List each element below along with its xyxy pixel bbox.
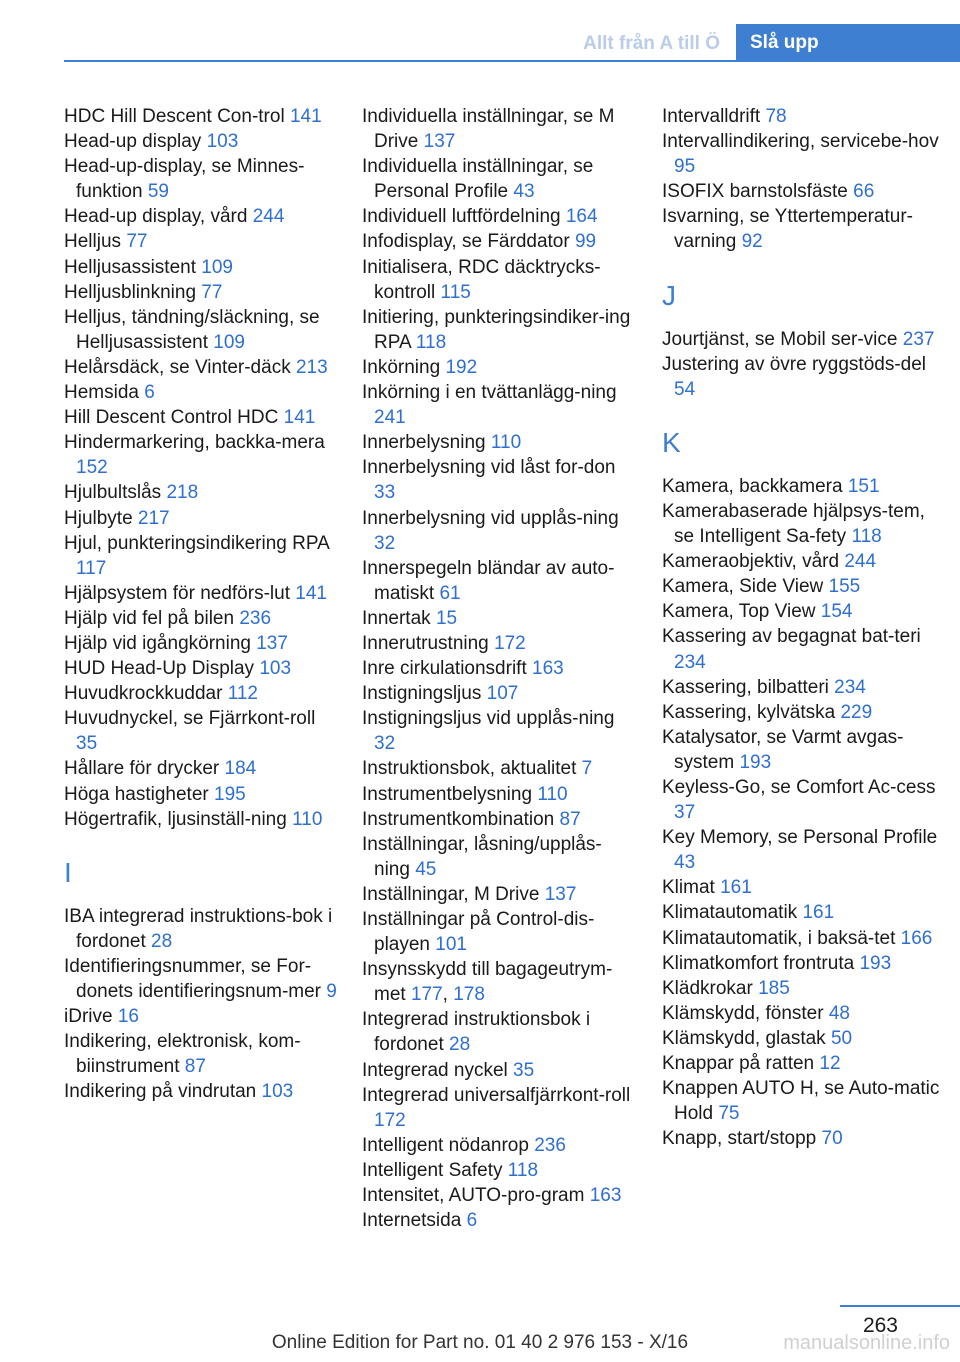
- index-entry: [64, 531, 339, 581]
- index-entry-term: Innerbelysning vid upplås‐ning: [362, 507, 619, 529]
- index-entry-term: HDC Hill Descent Con‐trol: [64, 106, 290, 127]
- index-entry: [362, 355, 637, 380]
- index-entry: [64, 756, 339, 781]
- page-reference-link[interactable]: 87: [184, 1056, 206, 1078]
- index-entry-term: Huvudnyckel, se Fjärrkont‐roll: [64, 708, 316, 730]
- index-entry-term: Intelligent nödanrop: [362, 1134, 535, 1156]
- index-entry: [64, 280, 339, 305]
- index-entry-term: Högertrafik, ljusinställ‐ning: [64, 808, 293, 830]
- index-entry: [64, 807, 339, 832]
- index-entry: [362, 631, 637, 656]
- index-entry-term: Kamera, Side View: [662, 576, 829, 598]
- page-reference-link[interactable]: 35: [76, 733, 98, 755]
- index-entry: [662, 1126, 942, 1151]
- page-reference-link[interactable]: 229: [840, 701, 873, 723]
- index-entry-term: Hjälp vid igångkörning: [64, 632, 257, 654]
- page-reference-link[interactable]: 45: [415, 858, 437, 880]
- page-reference-link[interactable]: 92: [741, 231, 763, 253]
- page-reference-link[interactable]: 77: [126, 231, 148, 253]
- page-reference-link[interactable]: 141: [289, 106, 322, 127]
- index-entry: [362, 882, 637, 907]
- index-entry-term: Hjälpsystem för nedförs‐lut: [64, 582, 296, 604]
- index-entry-term: Intensitet, AUTO-pro‐gram: [362, 1185, 590, 1207]
- index-entry-term: Instruktionsbok, aktualitet: [362, 758, 582, 780]
- index-entry: [362, 104, 637, 154]
- index-entry-term: Insynsskydd till bagageutrym‐met: [362, 959, 613, 1006]
- page-reference-link[interactable]: 12: [819, 1053, 841, 1074]
- index-column-3: [662, 104, 942, 1151]
- page-reference-link[interactable]: 77: [201, 281, 223, 303]
- index-entry: [662, 725, 942, 775]
- index-entry: [362, 506, 637, 556]
- index-entry-term: Individuell luftfördelning: [362, 206, 566, 228]
- page-reference-link[interactable]: 117: [76, 557, 107, 579]
- page-reference-link[interactable]: 236: [239, 607, 272, 629]
- index-entry: [64, 706, 339, 756]
- page-reference-link[interactable]: 75: [718, 1103, 740, 1125]
- page-reference-link[interactable]: 192: [445, 356, 478, 378]
- index-entry-term: Katalysator, se Varmt avgas‐system: [662, 726, 904, 773]
- index-entry: [662, 976, 942, 1001]
- index-entry-term: Klimat: [662, 877, 721, 899]
- index-entry: [662, 1026, 942, 1051]
- page-reference-link[interactable]: 54: [674, 378, 696, 400]
- index-entry: [662, 204, 942, 254]
- index-entry-term: Hjulbyte: [64, 507, 138, 529]
- page-reference-link[interactable]: 28: [151, 930, 173, 952]
- index-entry: [64, 506, 339, 531]
- index-entry: [64, 606, 339, 631]
- page-reference-link[interactable]: 110: [537, 783, 568, 805]
- page-reference-link[interactable]: 163: [532, 658, 564, 680]
- index-entry-term: Intervalldrift: [662, 106, 766, 127]
- page-reference-link[interactable]: 137: [423, 131, 456, 153]
- page-reference-link[interactable]: 33: [374, 482, 396, 504]
- index-entry: [64, 104, 339, 129]
- index-entry: [662, 599, 942, 624]
- index-entry: [362, 255, 637, 305]
- index-entry: [362, 1058, 637, 1083]
- index-entry: [362, 305, 637, 355]
- index-entry-term: Indikering, elektronisk, kom‐biinstrument: [64, 1031, 301, 1078]
- index-entry-term: Internetsida: [362, 1210, 467, 1232]
- index-entry: [662, 1051, 942, 1076]
- index-entry-term: Inställningar, M Drive: [362, 883, 545, 905]
- index-entry: [64, 255, 339, 280]
- page-reference-link[interactable]: 99: [574, 231, 597, 253]
- index-entry: [64, 204, 339, 229]
- index-letter-heading: J: [662, 279, 676, 311]
- page-reference-link[interactable]: 9: [326, 981, 337, 1002]
- index-entry: [64, 631, 339, 656]
- page-reference-link[interactable]: 172: [494, 632, 526, 654]
- index-entry-term: Head-up display, vård: [64, 206, 253, 228]
- page-reference-link[interactable]: 109: [213, 331, 245, 353]
- index-entry-term: Isvarning, se Yttertemperatur‐varning: [662, 206, 913, 253]
- index-entry-term: Klädkrokar: [662, 977, 759, 999]
- index-entry: [662, 775, 942, 825]
- index-entry-term: Integrerad universalfjärrkont‐roll: [362, 1084, 631, 1106]
- index-entry-term: Integrerad nyckel: [362, 1059, 514, 1081]
- index-entry-term: Kamera, Top View: [662, 601, 821, 623]
- index-entry-term: Innerspegeln bländar av auto‐matiskt: [362, 557, 615, 604]
- index-entry: [662, 951, 942, 976]
- page-reference-link[interactable]: 16: [117, 1006, 139, 1028]
- index-entry: [64, 1004, 339, 1029]
- index-entry: Insynsskydd till bagageutrym‐met 177, 178: [362, 959, 613, 1006]
- index-entry: [362, 681, 637, 706]
- index-entry-term: ISOFIX barnstolsfäste: [662, 181, 854, 203]
- index-entry-term: Klämskydd, fönster: [662, 1002, 829, 1024]
- index-entry: [64, 129, 339, 154]
- page-reference-link[interactable]: 236: [534, 1134, 566, 1156]
- page-reference-link[interactable]: 112: [227, 683, 258, 705]
- page-reference-link[interactable]: 35: [513, 1059, 535, 1081]
- index-entry: [362, 807, 637, 832]
- page-reference-link[interactable]: 59: [147, 181, 169, 203]
- index-entry-term: Knapp, start/stopp: [662, 1128, 822, 1150]
- index-letter-heading: K: [662, 426, 681, 458]
- index-entry: [64, 305, 339, 355]
- index-entry-term: Head-up display: [64, 131, 207, 153]
- index-entry-term: HUD Head-Up Display: [64, 658, 260, 680]
- index-entry-term: Intervallindikering, servicebe‐hov: [662, 131, 939, 153]
- page-reference-link[interactable]: 217: [137, 507, 170, 529]
- index-entry: [64, 405, 339, 430]
- page-reference-link[interactable]: 43: [674, 852, 696, 874]
- page-reference-link[interactable]: 107: [486, 683, 519, 705]
- page-reference-link[interactable]: 6: [144, 382, 155, 404]
- index-entry: [64, 954, 339, 1004]
- page-reference-link[interactable]: 184: [224, 758, 257, 780]
- index-entry: [362, 430, 637, 455]
- index-entry-term: Kamera, backkamera: [662, 475, 848, 497]
- index-entry-term: Klämskydd, glastak: [662, 1027, 831, 1049]
- page-reference-link[interactable]: 141: [295, 582, 327, 604]
- index-entry: [662, 1001, 942, 1026]
- index-entry: [362, 154, 637, 204]
- index-entry: [362, 907, 637, 957]
- index-entry: [64, 681, 339, 706]
- index-entry: [362, 1083, 637, 1133]
- index-entry: [64, 229, 339, 254]
- index-entry: [662, 624, 942, 674]
- page-reference-link[interactable]: 15: [435, 607, 458, 629]
- index-entry-term: Initiering, punkteringsindiker‐ing RPA: [362, 306, 631, 353]
- page-reference-link[interactable]: 110: [292, 808, 323, 830]
- index-entry-term: Hjul, punkteringsindikering RPA: [64, 532, 329, 554]
- index-entry-term: Innerbelysning: [362, 432, 491, 454]
- index-entry: [662, 474, 942, 499]
- page-reference-link[interactable]: 110: [490, 432, 522, 454]
- page-reference-link[interactable]: 244: [252, 206, 285, 228]
- index-column-1: [64, 104, 339, 1104]
- index-entry-term: Justering av övre ryggstöds‐del: [662, 353, 927, 375]
- footer-rule: [840, 1305, 960, 1307]
- index-entry-term: Instrumentkombination: [362, 808, 560, 830]
- index-entry: [362, 1158, 637, 1183]
- index-entry: [662, 700, 942, 725]
- page-reference-link[interactable]: 28: [449, 1034, 471, 1056]
- index-entry: [662, 549, 942, 574]
- index-entry-term: Kameraobjektiv, vård: [662, 551, 845, 573]
- page-reference-link[interactable]: 87: [559, 808, 581, 830]
- index-entry-term: Kassering av begagnat bat‐teri: [662, 626, 921, 648]
- index-entry: [662, 875, 942, 900]
- index-entry-term: Innerbelysning vid låst for‐don: [362, 457, 616, 479]
- index-entry-term: iDrive: [64, 1006, 118, 1028]
- index-entry-term: Individuella inställningar, se M Drive: [362, 106, 615, 153]
- index-entry-term: Hållare för drycker: [64, 758, 225, 780]
- index-entry-term: Huvudkrockkuddar: [64, 683, 228, 705]
- index-entry-term: IBA integrerad instruktions‐bok i fordonet: [64, 905, 333, 952]
- index-entry: [662, 900, 942, 925]
- index-entry: [662, 1076, 942, 1126]
- page-reference-link[interactable]: 43: [513, 181, 535, 203]
- page-reference-link[interactable]: 195: [214, 783, 246, 805]
- index-entry-term: Klimatautomatik, i baksä‐tet: [662, 927, 901, 949]
- watermark: manualsonline.info: [783, 1332, 950, 1354]
- index-entry: [64, 355, 339, 380]
- tab-lookup[interactable]: Slå upp: [736, 24, 960, 62]
- index-entry-term: Helljus: [64, 231, 127, 253]
- index-entry: [64, 380, 339, 405]
- index-entry-term: Instigningsljus vid upplås‐ning: [362, 708, 615, 730]
- page-reference-link[interactable]: 177: [410, 984, 443, 1006]
- index-entry-term: Hindermarkering, backka‐mera: [64, 432, 325, 454]
- index-entry-term: Knappar på ratten: [662, 1053, 820, 1074]
- index-entry-term: Key Memory, se Personal Profile: [662, 827, 938, 849]
- index-entry: [64, 1079, 339, 1104]
- index-entry: [64, 480, 339, 505]
- index-entry: [362, 204, 637, 229]
- index-entry-term: Klimatkomfort frontruta: [662, 952, 860, 974]
- page-reference-link[interactable]: 237: [902, 328, 935, 350]
- index-entry: [362, 832, 637, 882]
- page-reference-link[interactable]: 234: [834, 676, 866, 698]
- index-entry: [662, 675, 942, 700]
- index-entry: [362, 556, 637, 606]
- index-entry: [362, 756, 637, 781]
- index-letter-heading: I: [64, 856, 72, 888]
- index-entry-term: Individuella inställningar, se Personal Profile: [362, 156, 594, 203]
- index-entry-term: Inkörning i en tvättanlägg‐ning: [362, 382, 617, 404]
- index-entry-term: Inre cirkulationsdrift: [362, 658, 533, 680]
- index-entry: [64, 656, 339, 681]
- index-entry: [362, 1133, 637, 1158]
- page-reference-link[interactable]: 118: [415, 331, 447, 353]
- page-reference-link[interactable]: 109: [201, 256, 233, 278]
- index-entry: [64, 1029, 339, 1079]
- index-entry-term: Keyless-Go, se Comfort Ac‐cess: [662, 776, 936, 798]
- page-reference-link[interactable]: 118: [851, 526, 882, 548]
- index-entry-term: Kassering, kylvätska: [662, 701, 841, 723]
- page-reference-link[interactable]: 185: [758, 977, 790, 999]
- page-number: 263: [862, 1314, 898, 1337]
- index-entry: [662, 179, 942, 204]
- index-entry: [362, 706, 637, 756]
- index-entry-term: Hjulbultslås: [64, 482, 167, 504]
- page-reference-link[interactable]: 166: [900, 927, 933, 949]
- page-reference-link[interactable]: 95: [674, 156, 696, 178]
- page-reference-link[interactable]: 61: [439, 582, 461, 604]
- page-reference-link[interactable]: 172: [374, 1109, 406, 1131]
- index-entry-term: Intelligent Safety: [362, 1159, 508, 1181]
- page-reference-link[interactable]: 137: [256, 632, 288, 654]
- index-entry-term: Indikering på vindrutan: [64, 1081, 262, 1103]
- page-reference-link[interactable]: 154: [820, 601, 853, 623]
- page-reference-link[interactable]: 6: [466, 1210, 478, 1232]
- index-entry: [362, 229, 637, 254]
- index-entry-term: Helårsdäck, se Vinter‐däck: [64, 356, 296, 378]
- index-entry-term: Inställningar på Control-dis‐playen: [362, 909, 595, 956]
- index-entry: [662, 926, 942, 951]
- index-entry: [362, 455, 637, 505]
- index-entry-term: Helljus, tändning/släckning, se Helljusassistent: [64, 306, 320, 353]
- index-entry-term: Hemsida: [64, 382, 145, 404]
- index-entry-term: Identifieringsnummer, se For‐donets identifieringsnum‐mer: [64, 955, 327, 1002]
- page-reference-link[interactable]: 152: [76, 457, 108, 479]
- index-entry-term: Hjälp vid fel på bilen: [64, 607, 240, 629]
- index-entry-term: Infodisplay, se Färddator: [362, 231, 575, 253]
- page-reference-link[interactable]: 193: [859, 952, 892, 974]
- index-column-2: [362, 104, 637, 1233]
- index-entry: [362, 606, 637, 631]
- section-label: Allt från A till Ö: [583, 33, 720, 54]
- index-entry: [662, 327, 942, 352]
- page-reference-link[interactable]: 155: [828, 576, 861, 598]
- page-reference-link[interactable]: 151: [847, 475, 880, 497]
- index-entry-term: Initialisera, RDC däcktrycks‐kontroll: [362, 256, 601, 303]
- index-entry: [662, 574, 942, 599]
- index-entry: [662, 129, 942, 179]
- index-entry: [662, 499, 942, 549]
- page-reference-link[interactable]: 78: [765, 106, 787, 127]
- page-reference-link[interactable]: 161: [802, 902, 835, 924]
- page-reference-link[interactable]: 115: [440, 281, 471, 303]
- page-reference-link[interactable]: 241: [374, 407, 406, 429]
- index-entry: [64, 782, 339, 807]
- page-reference-link[interactable]: 161: [720, 877, 752, 899]
- page-reference-link[interactable]: 163: [589, 1185, 622, 1207]
- index-entry-term: Inställningar, låsning/upplås‐ning: [362, 833, 602, 880]
- index-entry-term: Instigningsljus: [362, 683, 487, 705]
- page-reference-link[interactable]: 218: [166, 482, 199, 504]
- index-entry-term: Helljusassistent: [64, 256, 202, 278]
- page-reference-link[interactable]: 193: [739, 751, 772, 773]
- index-entry-term: Innertak: [362, 607, 436, 629]
- page-reference-link[interactable]: 103: [261, 1081, 294, 1103]
- page-reference-link[interactable]: 118: [507, 1159, 539, 1181]
- index-entry: [362, 380, 637, 430]
- index-entry-term: Inkörning: [362, 356, 446, 378]
- edition-footer: Online Edition for Part no. 01 40 2 976 153 - X/16: [271, 1332, 689, 1353]
- page-reference-link[interactable]: 48: [828, 1002, 850, 1024]
- page-reference-link[interactable]: 32: [374, 532, 396, 554]
- index-entry: [362, 782, 637, 807]
- index-entry-term: Kamerabaserade hjälpsys‐tem, se Intelligent Sa‐fety: [662, 500, 925, 548]
- index-entry: [64, 430, 339, 480]
- index-entry: [362, 1007, 637, 1057]
- page-reference-link[interactable]: 137: [544, 883, 577, 905]
- page-reference-link[interactable]: 244: [844, 551, 877, 573]
- index-entry: [662, 352, 942, 402]
- index-entry-term: Innerutrustning: [362, 632, 495, 654]
- page-reference-link[interactable]: 101: [435, 934, 467, 956]
- page-reference-link[interactable]: 32: [374, 733, 396, 755]
- index-entry-term: Hill Descent Control HDC: [64, 407, 284, 429]
- index-entry: [362, 1208, 637, 1233]
- page-reference-link[interactable]: 70: [821, 1128, 843, 1150]
- index-entry: [64, 904, 339, 954]
- page-reference-link[interactable]: 37: [674, 802, 696, 824]
- index-entry: [662, 825, 942, 875]
- page-reference-link[interactable]: 66: [853, 181, 875, 203]
- index-entry: [64, 581, 339, 606]
- page-reference-link[interactable]: 103: [259, 658, 292, 680]
- index-entry-term: Helljusblinkning: [64, 281, 202, 303]
- index-entry-term: Head-up-display, se Minnes‐funktion: [64, 156, 305, 203]
- index-entry-term: Knappen AUTO H, se Auto‐matic Hold: [662, 1078, 940, 1125]
- index-entry: [64, 154, 339, 204]
- page-reference-link[interactable]: 50: [830, 1027, 853, 1049]
- index-entry: [662, 104, 942, 129]
- page-reference-link[interactable]: 7: [581, 758, 593, 780]
- page-reference-link[interactable]: 141: [283, 407, 316, 429]
- index-entry: [362, 1183, 637, 1208]
- page-reference-link[interactable]: 178: [453, 984, 485, 1006]
- index-entry: [362, 656, 637, 681]
- page-reference-link[interactable]: 164: [565, 206, 598, 228]
- index-entry-term: Klimatautomatik: [662, 902, 803, 924]
- page-reference-link[interactable]: 234: [674, 651, 706, 673]
- index-entry-term: Höga hastigheter: [64, 783, 214, 805]
- page-reference-link[interactable]: 213: [295, 356, 328, 378]
- page-reference-link[interactable]: 103: [206, 131, 239, 153]
- index-entry-term: Integrerad instruktionsbok i fordonet: [362, 1009, 591, 1056]
- index-entry-term: Instrumentbelysning: [362, 783, 538, 805]
- index-entry-term: Kassering, bilbatteri: [662, 676, 835, 698]
- index-entry-term: Jourtjänst, se Mobil ser‐vice: [662, 328, 903, 350]
